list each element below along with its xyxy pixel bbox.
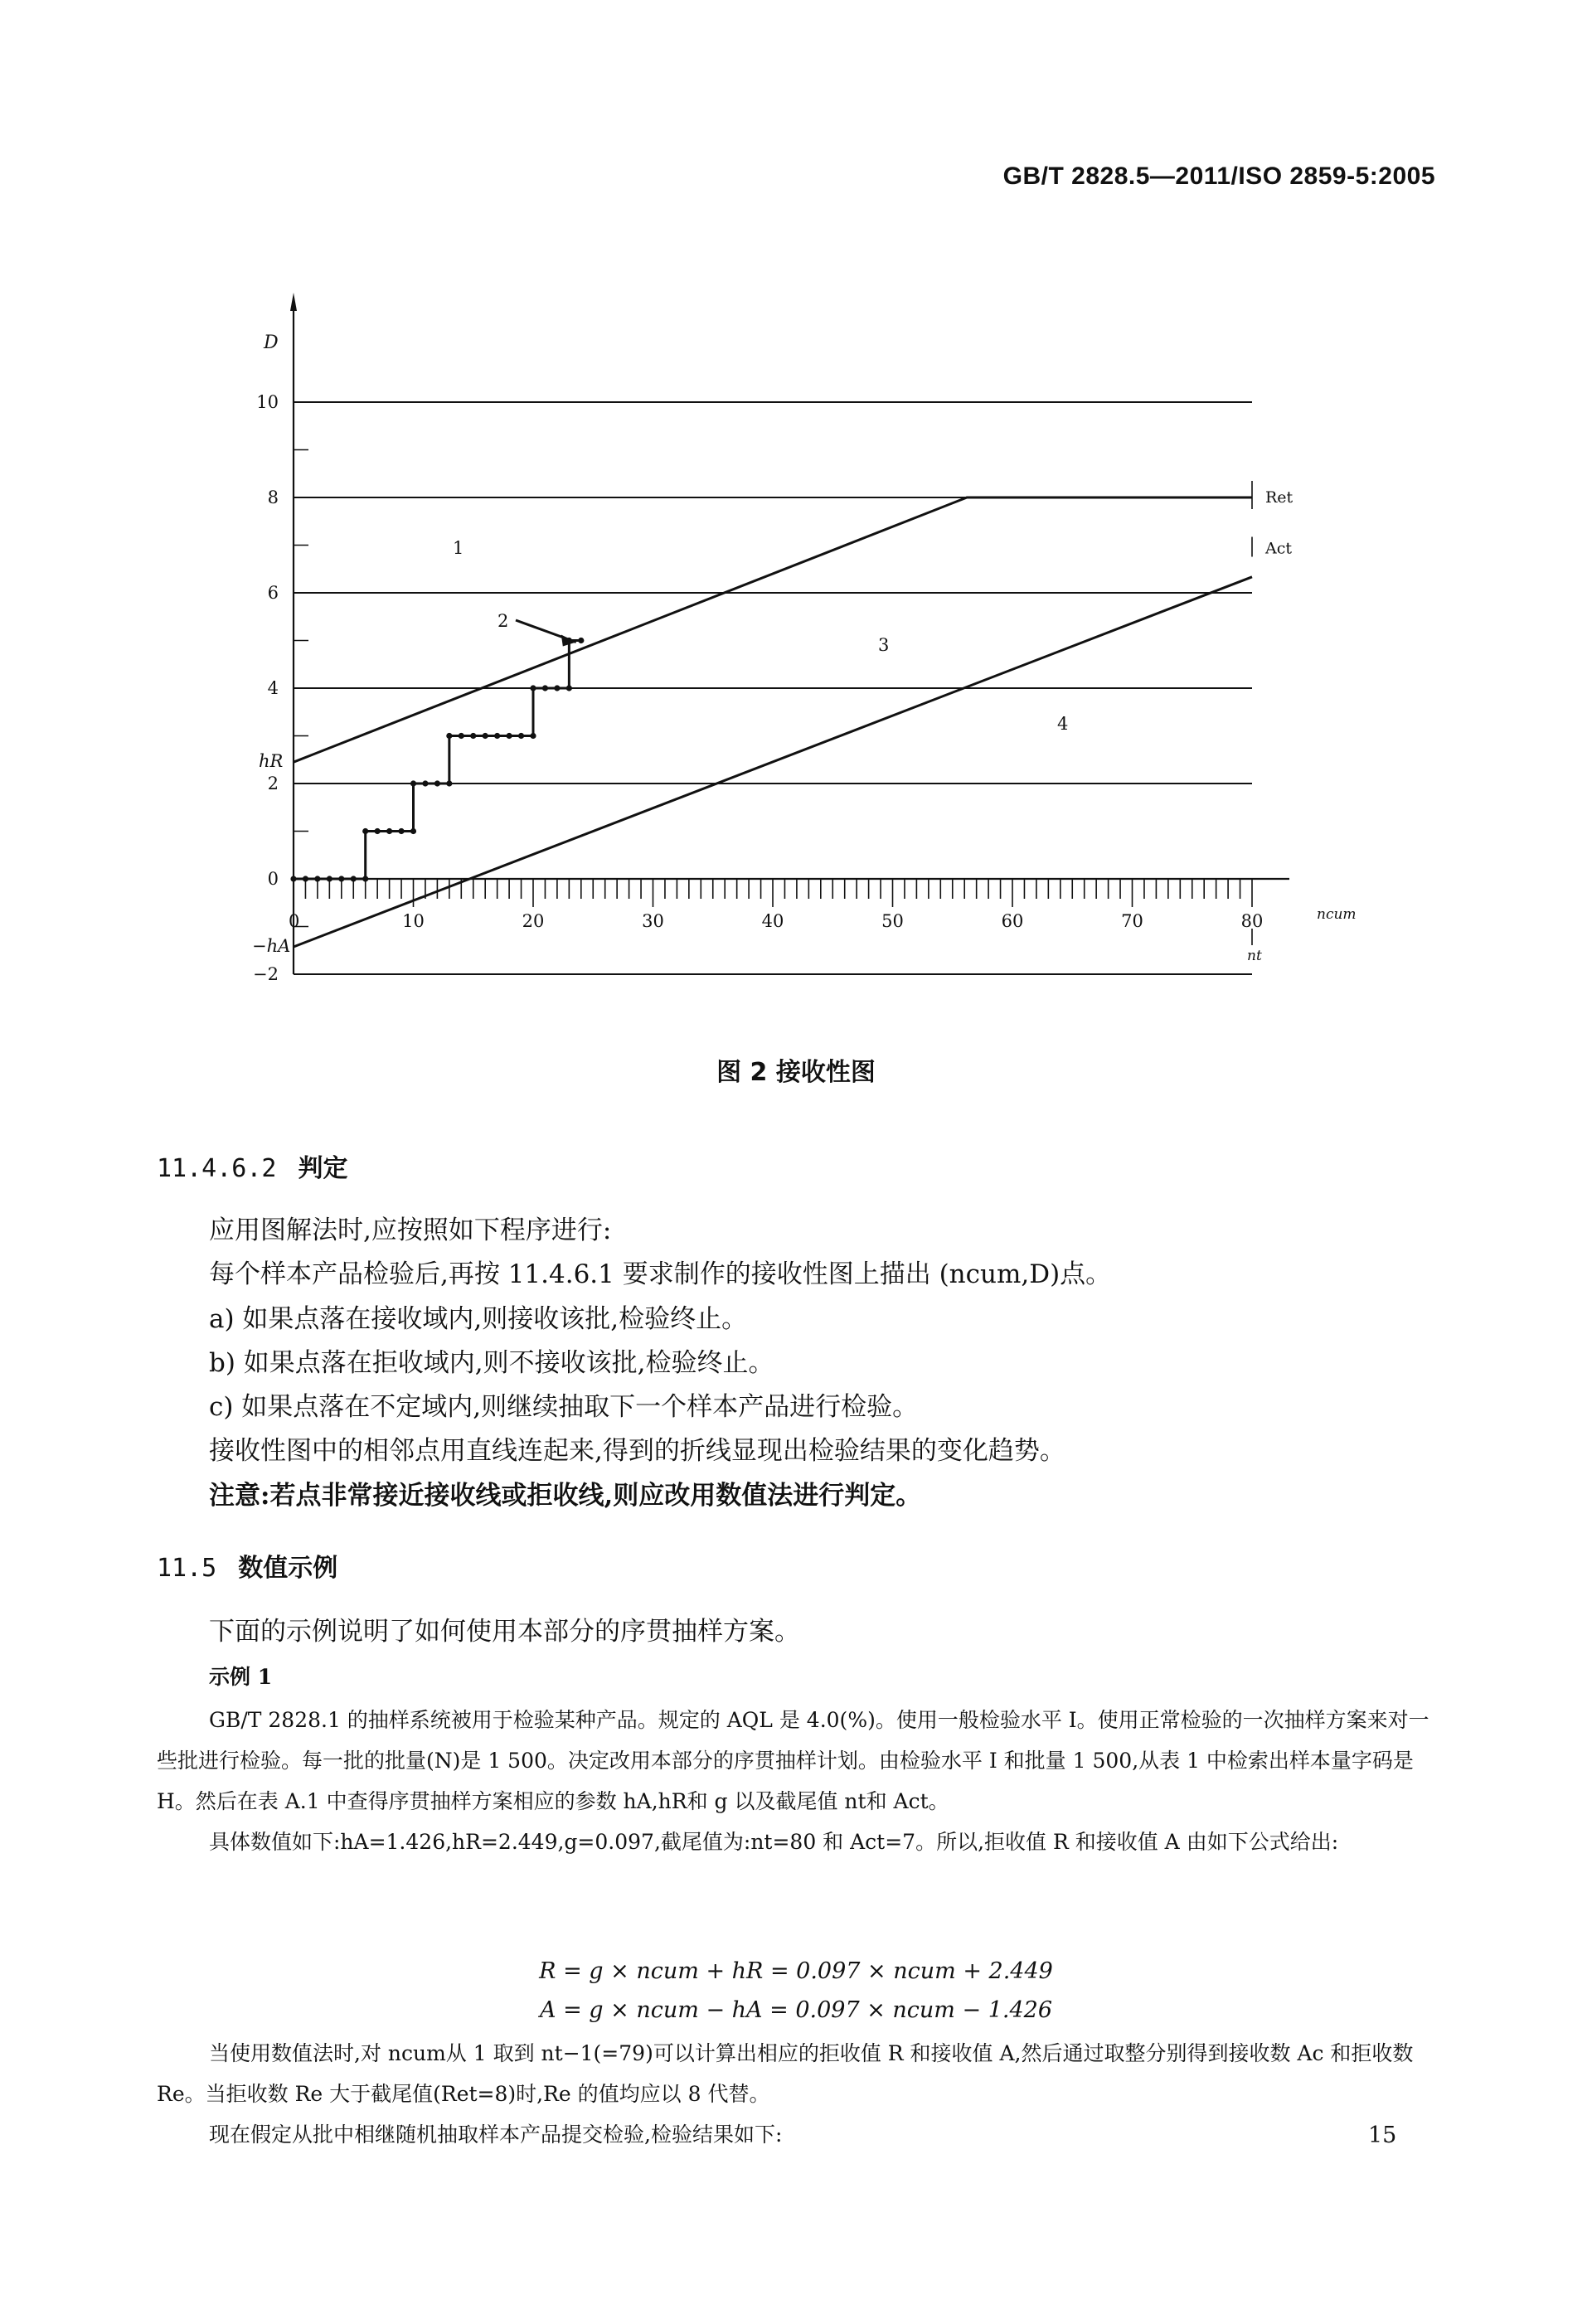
paragraph-1: GB/T 2828.1 的抽样系统被用于检验某种产品。规定的 AQL 是 4.0(%)。使用一般检验水平 Ⅰ。使用正常检验的一次抽样方案来对一些批进行检验。每一批的批量(N)是 1 500。决定改用本部分的序贯抽样计划。由检验水平 Ⅰ 和批量 1 500,从表 1 中检索出样本量字码是 H。然后在表 A.1 中查得序贯抽样方案相应的参数 hA,hR和 g 以及截尾值 nt和 Act。 — [157, 1708, 1429, 1813]
sample-point — [351, 876, 357, 881]
x-tick-label: 20 — [522, 911, 545, 931]
y-tick-label: 10 — [256, 392, 279, 412]
sample-point — [303, 876, 308, 881]
section-number: 11.5 — [157, 1554, 217, 1583]
equation-r: R = g × ncum + hR = 0.097 × ncum + 2.449 — [539, 1958, 1053, 1984]
sample-point — [386, 828, 392, 834]
chart-labels — [252, 332, 1357, 984]
x-axis-label: ncum — [1317, 906, 1357, 923]
sample-point — [554, 685, 560, 691]
sample-point — [290, 876, 296, 881]
chart-ticks — [294, 450, 1252, 946]
sample-point — [470, 733, 476, 739]
sample-point — [542, 685, 548, 691]
paragraph-2: 具体数值如下:hA=1.426,hR=2.449,g=0.097,截尾值为:nt=80 和 Act=7。所以,拒收值 R 和接收值 A 由如下公式给出: — [209, 1830, 1339, 1854]
note-line: 注意:若点非常接近接收线或拒收线,则应改用数值法进行判定。 — [209, 1481, 922, 1511]
ac-label: Act — [1265, 539, 1292, 558]
sample-point — [434, 780, 440, 786]
standard-code: GB/T 2828.5—2011/ISO 2859-5:2005 — [1002, 163, 1435, 190]
sample-point — [314, 876, 320, 881]
sample-point — [446, 733, 452, 739]
region-label-rejection: 1 — [453, 538, 464, 558]
sample-point — [494, 733, 500, 739]
sample-point — [410, 828, 416, 834]
chart-axes — [290, 293, 1289, 974]
section-title: 判定 — [298, 1154, 348, 1183]
sample-point — [375, 828, 381, 834]
region-label-acceptance: 4 — [1057, 714, 1069, 734]
paragraph-4: 现在假定从批中相继随机抽取样本产品提交检验,检验结果如下: — [209, 2123, 783, 2147]
region-label-indeterminate: 3 — [878, 635, 890, 655]
figure-caption: 图 2 接收性图 — [716, 1058, 876, 1087]
hr-label: hR — [259, 751, 284, 772]
re-label: Ret — [1265, 488, 1294, 507]
sample-point — [362, 876, 368, 881]
x-tick-label: 10 — [402, 911, 425, 931]
sample-point — [483, 733, 488, 739]
sample-point — [530, 685, 536, 691]
sample-point — [518, 733, 524, 739]
sample-path-line — [294, 641, 581, 880]
sample-point — [446, 780, 452, 786]
section-number: 11.4.6.2 — [157, 1154, 277, 1183]
text-line: 每个样本产品检验后,再按 11.4.6.1 要求制作的接收性图上描出 (ncum,D)点。 — [209, 1259, 1112, 1289]
x-tick-label: 70 — [1121, 911, 1143, 931]
x-tick-label: 0 — [289, 911, 300, 931]
section-heading-11-5 — [157, 1547, 337, 1584]
text-line: 接收性图中的相邻点用直线连起来,得到的折线显现出检验结果的变化趋势。 — [209, 1436, 1065, 1466]
sample-point — [327, 876, 332, 881]
example-paragraph — [157, 1700, 1438, 1862]
x-tick-label: 60 — [1001, 911, 1024, 931]
intro-line: 下面的示例说明了如何使用本部分的序贯抽样方案。 — [209, 1617, 800, 1647]
sample-point — [530, 733, 536, 739]
sample-point — [422, 780, 428, 786]
text-line: c) 如果点落在不定域内,则继续抽取下一个样本产品进行检验。 — [209, 1392, 919, 1422]
sample-point — [507, 733, 512, 739]
sample-point — [410, 780, 416, 786]
callout-label-path: 2 — [498, 611, 509, 631]
y-tick-label: 6 — [267, 583, 279, 603]
sample-point — [459, 733, 464, 739]
sample-point — [362, 828, 368, 834]
text-line: 应用图解法时,应按照如下程序进行: — [209, 1215, 612, 1245]
nt-label: nt — [1247, 948, 1262, 964]
x-tick-label: 30 — [642, 911, 664, 931]
y-tick-label: 4 — [267, 678, 279, 698]
y-tick-label: −2 — [253, 964, 279, 984]
x-tick-label: 80 — [1240, 911, 1264, 931]
paragraph-3: 当使用数值法时,对 ncum从 1 取到 nt−1(=79)可以计算出相应的拒收值 R 和接收值 A,然后通过取整分别得到接收数 Ac 和拒收数 Re。当拒收数 Re 大于截尾值(Ret=8)时,Re 的值均应以 8 代替。 — [157, 2041, 1414, 2106]
text-line: b) 如果点落在拒收域内,则不接收该批,检验终止。 — [209, 1348, 774, 1378]
y-tick-label: 0 — [267, 869, 279, 889]
section-heading-11-4-6-2 — [157, 1147, 348, 1184]
y-axis-title: D — [264, 332, 279, 353]
section-title: 数值示例 — [238, 1554, 338, 1583]
y-tick-label: 2 — [267, 774, 279, 793]
ha-label: −hA — [252, 935, 291, 956]
text-line: a) 如果点落在接收域内,则接收该批,检验终止。 — [209, 1304, 748, 1334]
series-line-r — [294, 497, 1252, 762]
example-label: 示例 1 — [209, 1665, 273, 1689]
sample-point — [338, 876, 344, 881]
sample-path — [290, 620, 584, 882]
acceptance-chart — [0, 0, 1592, 1012]
y-axis-arrow — [290, 293, 297, 311]
sample-point — [566, 685, 572, 691]
page-number: 15 — [1368, 2123, 1397, 2148]
sample-point — [578, 638, 584, 643]
example-paragraph-continued — [157, 2033, 1438, 2155]
equation-a: A = g × ncum − hA = 0.097 × ncum − 1.426 — [540, 1997, 1052, 2023]
x-tick-label: 50 — [881, 911, 904, 931]
sample-point — [398, 828, 404, 834]
x-tick-label: 40 — [761, 911, 784, 931]
y-tick-label: 8 — [267, 488, 279, 507]
